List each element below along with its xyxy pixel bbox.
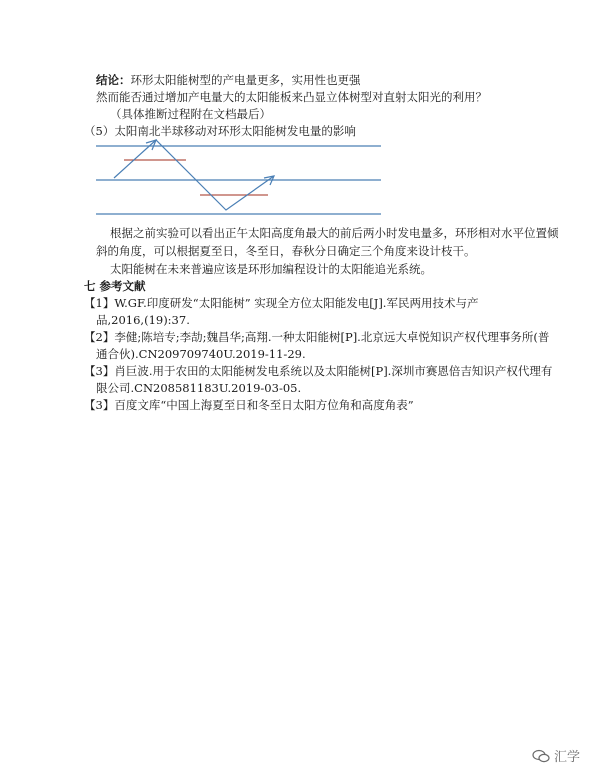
- conclusion-line: [96, 73, 361, 88]
- reference-2-line-1: 【2】李健;陈培专;李劼;魏昌华;高翔.一种太阳能树[P].北京远大卓悦知识产权代理事务所(普: [84, 330, 550, 344]
- paragraph-1-line-1: 根据之前实验可以看出正午太阳高度角最大的前后两小时发电量多，环形相对水平位置倾: [110, 226, 559, 240]
- conclusion-label: 结论：: [96, 73, 131, 87]
- paragraph-1-line-2: 斜的角度，可以根据夏至日，冬至日，春秋分日确定三个角度来设计枝干。: [96, 244, 476, 258]
- references-heading: 七 参考文献: [84, 279, 146, 293]
- watermark: [532, 746, 580, 765]
- wechat-logo-icon: [532, 749, 550, 763]
- reference-1-line-1: 【1】W.GF.印度研发“太阳能树” 实现全方位太阳能发电[J].军民两用技术与产: [84, 296, 479, 310]
- watermark-text: 汇学: [553, 750, 580, 765]
- reference-3-line-1: 【3】肖巨波.用于农田的太阳能树发电系统以及太阳能树[P].深圳市赛恩倍吉知识产权代理有: [84, 364, 553, 378]
- paragraph-2: 太阳能树在未来普遍应该是环形加编程设计的太阳能追光系统。: [110, 262, 432, 276]
- section5-heading: （5）太阳南北半球移动对环形太阳能树发电量的影响: [84, 124, 356, 138]
- reference-4-line-1: 【3】百度文库“中国上海夏至日和冬至日太阳方位角和高度角表”: [84, 398, 414, 412]
- reference-2-line-2: 通合伙).CN209709740U.2019-11-29.: [96, 347, 306, 361]
- reference-1-line-2: 品,2016,(19):37.: [96, 313, 190, 327]
- sun-path-line: [114, 140, 274, 210]
- conclusion-question: 然而能否通过增加产电量大的太阳能板来凸显立体树型对直射太阳光的利用？: [96, 90, 487, 104]
- conclusion-note: （具体推断过程附在文档最后）: [110, 107, 271, 121]
- conclusion-text: 环形太阳能树型的产电量更多，实用性也更强: [130, 73, 361, 87]
- reference-3-line-2: 限公司.CN208581183U.2019-03-05.: [96, 381, 302, 395]
- sun-movement-diagram: [96, 138, 386, 218]
